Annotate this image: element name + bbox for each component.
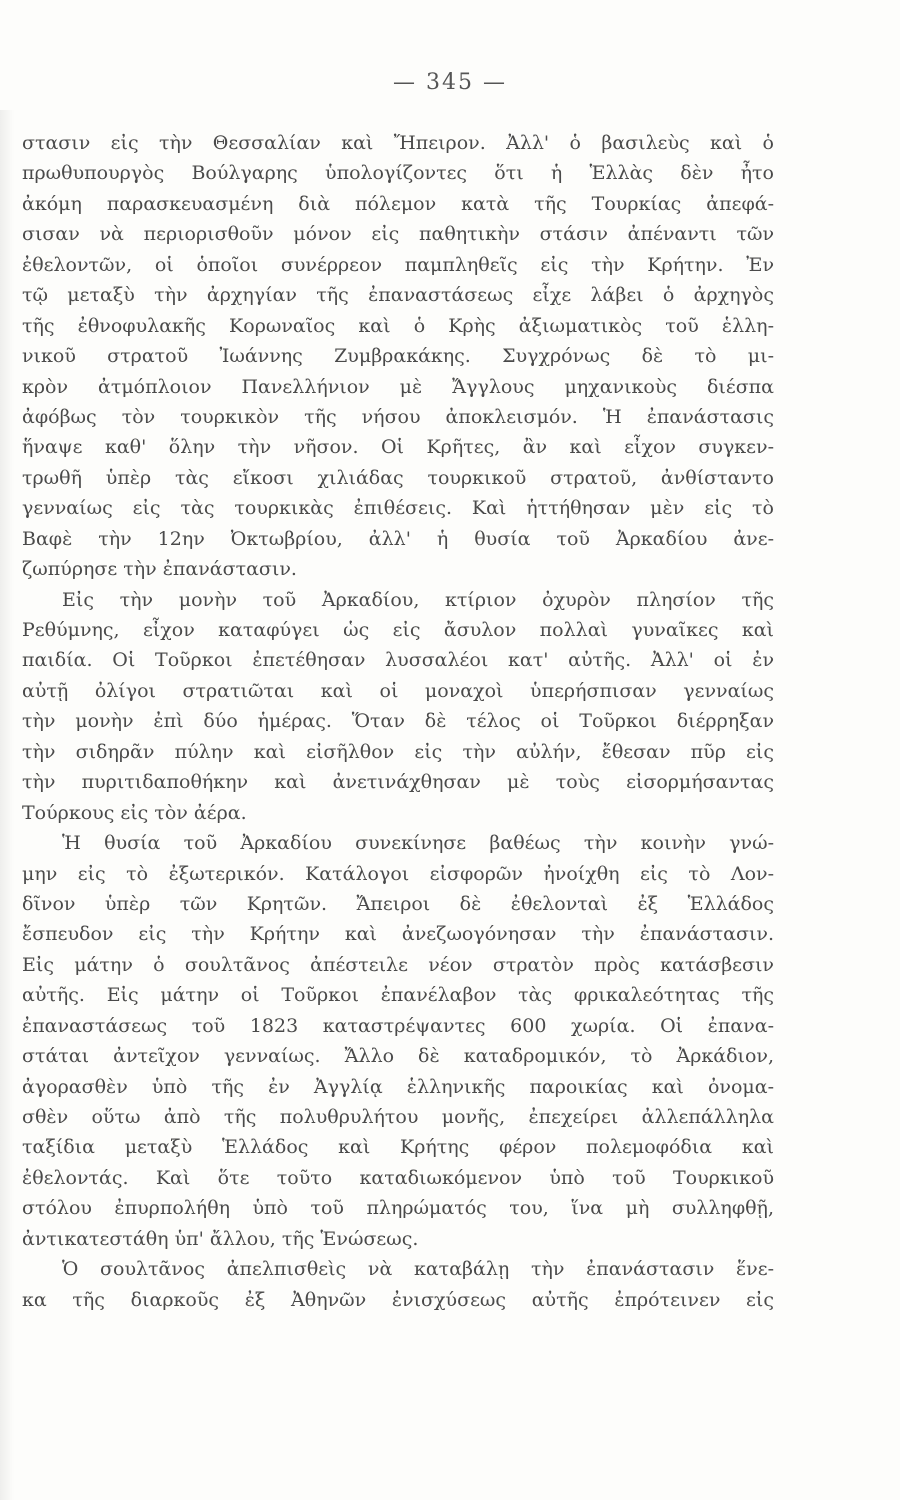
text-line: Ἡ θυσία τοῦ Ἀρκαδίου συνεκίνησε βαθέως τὴν κοινὴν γνώ-: [62, 832, 774, 855]
text-line: παιδία. Οἱ Τοῦρκοι ἐπετέθησαν λυσσαλέοι κατ' αὐτῆς. Ἀλλ' οἱ ἐν: [22, 649, 774, 672]
text-line: στασιν εἰς τὴν Θεσσαλίαν καὶ Ἤπειρον. Ἀλλ' ὁ βασιλεὺς καὶ ὁ: [22, 132, 774, 154]
text-line: ἀκόμη παρασκευασμένη διὰ πόλεμον κατὰ τῆς Τουρκίας ἀπεφά-: [22, 192, 774, 215]
body-text: [22, 128, 774, 1315]
text-line: ἔσπευδον εἰς τὴν Κρήτην καὶ ἀνεζωογόνησαν τὴν ἐπανάστασιν.: [22, 923, 774, 946]
text-line: Ὁ σουλτᾶνος ἀπελπισθεὶς νὰ καταβάλῃ τὴν ἐπανάστασιν ἕνε-: [62, 1258, 774, 1281]
text-line: τὴν σιδηρᾶν πύλην καὶ εἰσῆλθον εἰς τὴν αὐλήν, ἔθεσαν πῦρ εἰς: [22, 740, 774, 763]
page-number: — 345 —: [393, 70, 507, 95]
text-line: νικοῦ στρατοῦ Ἰωάννης Ζυμβρακάκης. Συγχρόνως δὲ τὸ μι-: [22, 345, 774, 368]
text-line: στάται ἀντεῖχον γενναίως. Ἄλλο δὲ καταδρομικόν, τὸ Ἀρκάδιον,: [22, 1045, 774, 1068]
text-line: δῖνον ὑπὲρ τῶν Κρητῶν. Ἄπειροι δὲ ἐθελονταὶ ἐξ Ἑλλάδος: [22, 892, 774, 915]
text-line: ἐπαναστάσεως τοῦ 1823 καταστρέψαντες 600 χωρία. Οἱ ἐπανα-: [22, 1014, 774, 1037]
text-line: Ρεθύμνης, εἶχον καταφύγει ὡς εἰς ἄσυλον πολλαὶ γυναῖκες καὶ: [22, 619, 774, 641]
text-line: ἐθελοντῶν, οἱ ὁποῖοι συνέρρεον παμπληθεῖς εἰς τὴν Κρήτην. Ἐν: [22, 253, 774, 276]
text-line: ἐθελοντάς. Καὶ ὅτε τοῦτο καταδιωκόμενον ὑπὸ τοῦ Τουρκικοῦ: [22, 1166, 774, 1189]
text-line: αὐτῆς. Εἰς μάτην οἱ Τοῦρκοι ἐπανέλαβον τὰς φρικαλεότητας τῆς: [22, 984, 774, 1007]
text-line: ταξίδια μεταξὺ Ἑλλάδος καὶ Κρήτης φέρον πολεμοφόδια καὶ: [22, 1136, 774, 1159]
text-line: στόλου ἐπυρπολήθη ὑπὸ τοῦ πληρώματός του, ἵνα μὴ συλληφθῇ,: [22, 1197, 774, 1220]
binding-shadow: [0, 110, 14, 1500]
text-line: ἀντικατεστάθη ὑπ' ἄλλου, τῆς Ἑνώσεως.: [22, 1227, 419, 1250]
text-line: αὐτῇ ὀλίγοι στρατιῶται καὶ οἱ μοναχοὶ ὑπερήσπισαν γενναίως: [22, 679, 774, 702]
text-line: σισαν νὰ περιορισθοῦν μόνον εἰς παθητικὴν στάσιν ἀπέναντι τῶν: [22, 223, 774, 246]
text-line: ἀγορασθὲν ὑπὸ τῆς ἐν Ἀγγλίᾳ ἑλληνικῆς παροικίας καὶ ὀνομα-: [22, 1075, 774, 1098]
text-line: τὴν πυριτιδαποθήκην καὶ ἀνετινάχθησαν μὲ τοὺς εἰσορμήσαντας: [22, 771, 774, 794]
text-line: γενναίως εἰς τὰς τουρκικὰς ἐπιθέσεις. Καὶ ἡττήθησαν μὲν εἰς τὸ: [22, 497, 774, 520]
text-line: τὴν μονὴν ἐπὶ δύο ἡμέρας. Ὅταν δὲ τέλος οἱ Τοῦρκοι διέρρηξαν: [22, 710, 774, 733]
text-line: κα τῆς διαρκοῦς ἐξ Ἀθηνῶν ἐνισχύσεως αὐτῆς ἐπρότεινεν εἰς: [22, 1288, 774, 1311]
text-line: τῷ μεταξὺ τὴν ἀρχηγίαν τῆς ἐπαναστάσεως εἶχε λάβει ὁ ἀρχηγὸς: [22, 284, 774, 307]
text-line: ἥναψε καθ' ὅλην τὴν νῆσον. Οἱ Κρῆτες, ἂν καὶ εἶχον συγκεν-: [22, 436, 774, 459]
text-line: τρωθῆ ὑπὲρ τὰς εἴκοσι χιλιάδας τουρκικοῦ στρατοῦ, ἀνθίσταντο: [22, 466, 774, 489]
text-line: κρὸν ἀτμόπλοιον Πανελλήνιον μὲ Ἄγγλους μηχανικοὺς διέσπα: [22, 375, 774, 398]
text-line: Εἰς μάτην ὁ σουλτᾶνος ἀπέστειλε νέον στρατὸν πρὸς κατάσβεσιν: [22, 953, 774, 976]
text-line: μην εἰς τὸ ἐξωτερικόν. Κατάλογοι εἰσφορῶν ἠνοίχθη εἰς τὸ Λον-: [22, 862, 774, 885]
text-line: Εἰς τὴν μονὴν τοῦ Ἀρκαδίου, κτίριον ὀχυρὸν πλησίον τῆς: [62, 588, 774, 611]
text-line: Βαφὲ τὴν 12ην Ὀκτωβρίου, ἀλλ' ἡ θυσία τοῦ Ἀρκαδίου ἀνε-: [22, 527, 774, 550]
text-line: ζωπύρησε τὴν ἐπανάστασιν.: [22, 558, 297, 581]
text-line: Τούρκους εἰς τὸν ἀέρα.: [22, 801, 247, 824]
text-line: ἀφόβως τὸν τουρκικὸν τῆς νήσου ἀποκλεισμόν. Ἡ ἐπανάστασις: [22, 405, 774, 428]
text-line: πρωθυπουργὸς Βούλγαρης ὑπολογίζοντες ὅτι ἡ Ἑλλὰς δὲν ἦτο: [22, 162, 774, 185]
text-line: σθὲν οὕτω ἀπὸ τῆς πολυθρυλήτου μονῆς, ἐπεχείρει ἀλλεπάλληλα: [22, 1106, 774, 1128]
text-line: τῆς ἐθνοφυλακῆς Κορωναῖος καὶ ὁ Κρὴς ἀξιωματικὸς τοῦ ἑλλη-: [22, 314, 774, 337]
